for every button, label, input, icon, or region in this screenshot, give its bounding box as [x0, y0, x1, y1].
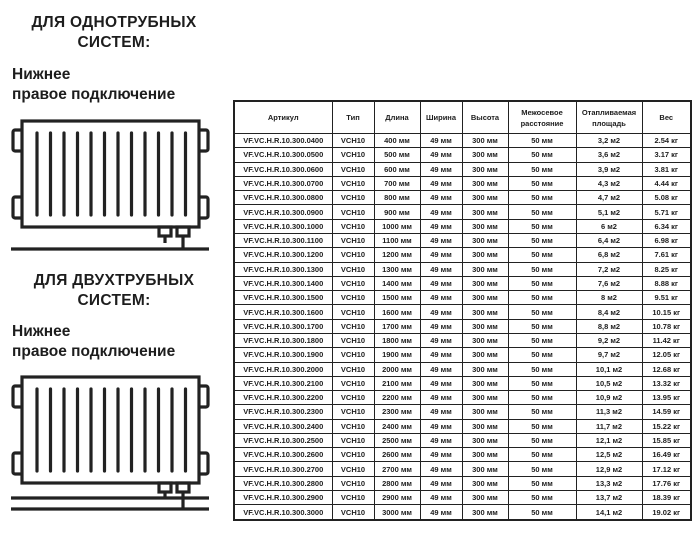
table-cell: 49 мм	[420, 405, 462, 419]
table-cell: 12,1 м2	[576, 433, 642, 447]
table-row	[234, 476, 691, 490]
table-cell: VCH10	[332, 462, 374, 476]
table-row	[234, 333, 691, 347]
table-cell: 13,3 м2	[576, 476, 642, 490]
table-cell: 15.22 кг	[642, 419, 691, 433]
table-cell: 13.32 кг	[642, 376, 691, 390]
table-cell: VF.VC.H.R.10.300.2200	[234, 391, 332, 405]
table-row	[234, 191, 691, 205]
table-cell: 49 мм	[420, 305, 462, 319]
table-cell: VCH10	[332, 333, 374, 347]
table-cell: 17.76 кг	[642, 476, 691, 490]
table-cell: VF.VC.H.R.10.300.1400	[234, 276, 332, 290]
table-cell: 2000 мм	[374, 362, 420, 376]
table-cell: 1800 мм	[374, 333, 420, 347]
table-row	[234, 391, 691, 405]
table-row	[234, 276, 691, 290]
table-cell: VCH10	[332, 134, 374, 148]
table-cell: VF.VC.H.R.10.300.1700	[234, 319, 332, 333]
table-cell: VCH10	[332, 205, 374, 219]
table-cell: VF.VC.H.R.10.300.1500	[234, 291, 332, 305]
table-cell: 5.71 кг	[642, 205, 691, 219]
table-cell: 1400 мм	[374, 276, 420, 290]
table-cell: VF.VC.H.R.10.300.2000	[234, 362, 332, 376]
table-cell: 300 мм	[462, 162, 508, 176]
table-cell: 49 мм	[420, 333, 462, 347]
table-cell: VF.VC.H.R.10.300.0400	[234, 134, 332, 148]
table-cell: VF.VC.H.R.10.300.2900	[234, 491, 332, 505]
table-cell: 9.51 кг	[642, 291, 691, 305]
table-cell: 5.08 кг	[642, 191, 691, 205]
table-cell: 6,8 м2	[576, 248, 642, 262]
table-cell: VCH10	[332, 419, 374, 433]
table-cell: VCH10	[332, 405, 374, 419]
table-cell: 17.12 кг	[642, 462, 691, 476]
table-cell: 11,3 м2	[576, 405, 642, 419]
table-cell: 49 мм	[420, 148, 462, 162]
table-cell: 300 мм	[462, 333, 508, 347]
table-cell: 8.25 кг	[642, 262, 691, 276]
table-cell: 300 мм	[462, 391, 508, 405]
table-cell: 400 мм	[374, 134, 420, 148]
table-cell: VCH10	[332, 448, 374, 462]
table-cell: VF.VC.H.R.10.300.0700	[234, 176, 332, 190]
table-cell: 300 мм	[462, 348, 508, 362]
table-cell: 49 мм	[420, 433, 462, 447]
table-cell: 50 мм	[508, 319, 576, 333]
table-cell: 700 мм	[374, 176, 420, 190]
table-row	[234, 433, 691, 447]
table-cell: 50 мм	[508, 162, 576, 176]
connection-label-line2: правое подключение	[12, 86, 176, 103]
connection-label-line1: Нижнее	[12, 66, 71, 83]
table-cell: 50 мм	[508, 148, 576, 162]
table-row	[234, 505, 691, 520]
table-row	[234, 148, 691, 162]
table-cell: 16.49 кг	[642, 448, 691, 462]
table-cell: 10.15 кг	[642, 305, 691, 319]
two-pipe-connection-label	[12, 322, 227, 362]
table-cell: VCH10	[332, 362, 374, 376]
table-cell: 50 мм	[508, 419, 576, 433]
table-cell: 300 мм	[462, 248, 508, 262]
table-cell: 2500 мм	[374, 433, 420, 447]
table-row	[234, 419, 691, 433]
table-cell: 3.81 кг	[642, 162, 691, 176]
single-pipe-section-heading: ДЛЯ ОДНОТРУБНЫХ СИСТЕМ:	[31, 14, 197, 51]
table-row	[234, 319, 691, 333]
table-cell: 1700 мм	[374, 319, 420, 333]
table-cell: 11,7 м2	[576, 419, 642, 433]
table-cell: 15.85 кг	[642, 433, 691, 447]
table-cell: 3,6 м2	[576, 148, 642, 162]
table-cell: 2800 мм	[374, 476, 420, 490]
table-cell: 6 м2	[576, 219, 642, 233]
connection-stub	[159, 227, 171, 236]
table-cell: 49 мм	[420, 362, 462, 376]
table-cell: VCH10	[332, 433, 374, 447]
table-cell: 49 мм	[420, 376, 462, 390]
table-cell: VF.VC.H.R.10.300.1600	[234, 305, 332, 319]
table-cell: 300 мм	[462, 491, 508, 505]
table-row	[234, 448, 691, 462]
table-cell: 2300 мм	[374, 405, 420, 419]
table-cell: VCH10	[332, 491, 374, 505]
table-cell: 50 мм	[508, 505, 576, 520]
table-row	[234, 405, 691, 419]
header-row	[234, 101, 691, 134]
table-cell: 1100 мм	[374, 233, 420, 247]
table-cell: 9,2 м2	[576, 333, 642, 347]
table-cell: 800 мм	[374, 191, 420, 205]
table-cell: 1600 мм	[374, 305, 420, 319]
table-cell: VF.VC.H.R.10.300.2500	[234, 433, 332, 447]
table-cell: 50 мм	[508, 333, 576, 347]
table-cell: VF.VC.H.R.10.300.1000	[234, 219, 332, 233]
table-cell: 50 мм	[508, 376, 576, 390]
table-cell: 49 мм	[420, 505, 462, 520]
table-cell: 49 мм	[420, 476, 462, 490]
table-cell: 49 мм	[420, 248, 462, 262]
table-cell: 3,2 м2	[576, 134, 642, 148]
table-row	[234, 134, 691, 148]
table-cell: VF.VC.H.R.10.300.1200	[234, 248, 332, 262]
table-cell: 300 мм	[462, 362, 508, 376]
table-cell: VCH10	[332, 276, 374, 290]
table-cell: VCH10	[332, 248, 374, 262]
table-cell: 49 мм	[420, 391, 462, 405]
table-cell: 13.95 кг	[642, 391, 691, 405]
table-cell: 49 мм	[420, 262, 462, 276]
table-cell: 12.68 кг	[642, 362, 691, 376]
table-cell: 14.59 кг	[642, 405, 691, 419]
table-cell: 50 мм	[508, 491, 576, 505]
table-row	[234, 462, 691, 476]
connection-stub	[159, 483, 171, 492]
table-cell: VF.VC.H.R.10.300.2300	[234, 405, 332, 419]
table-cell: 50 мм	[508, 433, 576, 447]
table-cell: VCH10	[332, 219, 374, 233]
table-cell: 900 мм	[374, 205, 420, 219]
table-row	[234, 219, 691, 233]
table-cell: 4,7 м2	[576, 191, 642, 205]
table-cell: 300 мм	[462, 219, 508, 233]
table-cell: 14,1 м2	[576, 505, 642, 520]
table-cell: 300 мм	[462, 405, 508, 419]
table-body	[234, 134, 691, 521]
table-cell: 13,7 м2	[576, 491, 642, 505]
column-header: Длина	[374, 101, 420, 134]
table-cell: VF.VC.H.R.10.300.0500	[234, 148, 332, 162]
table-row	[234, 233, 691, 247]
table-cell: 3.17 кг	[642, 148, 691, 162]
table-cell: 1000 мм	[374, 219, 420, 233]
table-cell: 10,5 м2	[576, 376, 642, 390]
table-cell: 300 мм	[462, 305, 508, 319]
table-cell: 2200 мм	[374, 391, 420, 405]
table-row	[234, 348, 691, 362]
column-header: Артикул	[234, 101, 332, 134]
table-cell: 50 мм	[508, 305, 576, 319]
table-cell: 50 мм	[508, 134, 576, 148]
connection-label-line2: правое подключение	[12, 343, 176, 360]
table-row	[234, 248, 691, 262]
two-pipe-section-heading: ДЛЯ ДВУХТРУБНЫХ СИСТЕМ:	[33, 272, 195, 309]
table-cell: 12,9 м2	[576, 462, 642, 476]
table-cell: VF.VC.H.R.10.300.2100	[234, 376, 332, 390]
table-cell: 7,2 м2	[576, 262, 642, 276]
table-cell: 50 мм	[508, 405, 576, 419]
table-cell: 50 мм	[508, 362, 576, 376]
table-cell: 49 мм	[420, 205, 462, 219]
table-cell: 6.34 кг	[642, 219, 691, 233]
table-row	[234, 176, 691, 190]
single-pipe-connection-label	[12, 65, 227, 105]
table-cell: 8.88 кг	[642, 276, 691, 290]
table-cell: 10,9 м2	[576, 391, 642, 405]
table-cell: 3,9 м2	[576, 162, 642, 176]
table-row	[234, 376, 691, 390]
table-cell: VF.VC.H.R.10.300.1900	[234, 348, 332, 362]
table-cell: 3000 мм	[374, 505, 420, 520]
table-cell: 50 мм	[508, 248, 576, 262]
table-cell: 300 мм	[462, 448, 508, 462]
table-cell: 50 мм	[508, 219, 576, 233]
table-cell: 50 мм	[508, 348, 576, 362]
table-cell: 12,5 м2	[576, 448, 642, 462]
column-header: Межосевое расстояние	[508, 101, 576, 134]
table-cell: 49 мм	[420, 134, 462, 148]
table-cell: VF.VC.H.R.10.300.1800	[234, 333, 332, 347]
table-cell: 50 мм	[508, 191, 576, 205]
table-row	[234, 491, 691, 505]
table-cell: VF.VC.H.R.10.300.1100	[234, 233, 332, 247]
table-cell: 49 мм	[420, 419, 462, 433]
table-cell: 4.44 кг	[642, 176, 691, 190]
table-cell: 2700 мм	[374, 462, 420, 476]
table-cell: 50 мм	[508, 276, 576, 290]
table-cell: VCH10	[332, 291, 374, 305]
table-cell: 49 мм	[420, 162, 462, 176]
table-cell: 18.39 кг	[642, 491, 691, 505]
table-cell: 300 мм	[462, 191, 508, 205]
table-cell: 300 мм	[462, 276, 508, 290]
table-cell: 49 мм	[420, 191, 462, 205]
table-row	[234, 162, 691, 176]
table-cell: 300 мм	[462, 505, 508, 520]
table-cell: VF.VC.H.R.10.300.2800	[234, 476, 332, 490]
table-cell: VCH10	[332, 191, 374, 205]
connection-label-line1: Нижнее	[12, 323, 71, 340]
table-cell: VCH10	[332, 391, 374, 405]
table-cell: 1300 мм	[374, 262, 420, 276]
table-cell: 6,4 м2	[576, 233, 642, 247]
table-cell: 10.78 кг	[642, 319, 691, 333]
table-cell: 300 мм	[462, 291, 508, 305]
table-cell: 300 мм	[462, 262, 508, 276]
table-cell: 300 мм	[462, 419, 508, 433]
table-cell: VCH10	[332, 305, 374, 319]
table-cell: 300 мм	[462, 233, 508, 247]
table-cell: 50 мм	[508, 391, 576, 405]
table-cell: VF.VC.H.R.10.300.1300	[234, 262, 332, 276]
single-pipe-radiator-diagram	[8, 116, 213, 256]
table-cell: VF.VC.H.R.10.300.2400	[234, 419, 332, 433]
column-header: Ширина	[420, 101, 462, 134]
table-cell: 300 мм	[462, 376, 508, 390]
table-cell: 1200 мм	[374, 248, 420, 262]
table-cell: VF.VC.H.R.10.300.0800	[234, 191, 332, 205]
table-cell: VCH10	[332, 348, 374, 362]
table-cell: 600 мм	[374, 162, 420, 176]
table-cell: 1500 мм	[374, 291, 420, 305]
table-cell: 300 мм	[462, 134, 508, 148]
table-cell: 300 мм	[462, 462, 508, 476]
table-cell: 50 мм	[508, 448, 576, 462]
connection-stub	[177, 227, 189, 236]
two-pipe-radiator-diagram	[8, 372, 213, 517]
table-cell: VCH10	[332, 148, 374, 162]
radiator-spec-table	[233, 100, 692, 521]
table-cell: 49 мм	[420, 348, 462, 362]
table-cell: VCH10	[332, 476, 374, 490]
table-cell: 12.05 кг	[642, 348, 691, 362]
column-header: Тип	[332, 101, 374, 134]
table-cell: 300 мм	[462, 433, 508, 447]
table-cell: VCH10	[332, 505, 374, 520]
table-cell: VCH10	[332, 262, 374, 276]
table-cell: 8,8 м2	[576, 319, 642, 333]
table-cell: 300 мм	[462, 148, 508, 162]
table-cell: 49 мм	[420, 291, 462, 305]
table-row	[234, 262, 691, 276]
table-cell: 2900 мм	[374, 491, 420, 505]
table-cell: 2600 мм	[374, 448, 420, 462]
table-row	[234, 305, 691, 319]
column-header: Отапливаемая площадь	[576, 101, 642, 134]
table-cell: 6.98 кг	[642, 233, 691, 247]
table-cell: 49 мм	[420, 448, 462, 462]
column-header: Вес	[642, 101, 691, 134]
table-cell: 300 мм	[462, 319, 508, 333]
table-cell: 2100 мм	[374, 376, 420, 390]
table-cell: VF.VC.H.R.10.300.0600	[234, 162, 332, 176]
table-cell: 19.02 кг	[642, 505, 691, 520]
connection-stub	[177, 483, 189, 492]
table-cell: VCH10	[332, 162, 374, 176]
table-cell: 4,3 м2	[576, 176, 642, 190]
table-cell: 49 мм	[420, 462, 462, 476]
table-cell: 8,4 м2	[576, 305, 642, 319]
table-cell: VCH10	[332, 176, 374, 190]
table-cell: 300 мм	[462, 476, 508, 490]
table-cell: 49 мм	[420, 176, 462, 190]
table-cell: 8 м2	[576, 291, 642, 305]
column-header: Высота	[462, 101, 508, 134]
table-cell: 7,6 м2	[576, 276, 642, 290]
table-row	[234, 205, 691, 219]
table-cell: 50 мм	[508, 262, 576, 276]
table-cell: VF.VC.H.R.10.300.2700	[234, 462, 332, 476]
table-cell: 10,1 м2	[576, 362, 642, 376]
table-cell: VF.VC.H.R.10.300.0900	[234, 205, 332, 219]
table-cell: 50 мм	[508, 476, 576, 490]
table-row	[234, 362, 691, 376]
table-cell: 5,1 м2	[576, 205, 642, 219]
table-cell: VF.VC.H.R.10.300.2600	[234, 448, 332, 462]
table-cell: 49 мм	[420, 219, 462, 233]
table-cell: 49 мм	[420, 491, 462, 505]
table-cell: 11.42 кг	[642, 333, 691, 347]
table-cell: 2.54 кг	[642, 134, 691, 148]
table-cell: 50 мм	[508, 205, 576, 219]
table-cell: 300 мм	[462, 205, 508, 219]
table-cell: VCH10	[332, 319, 374, 333]
table-cell: 50 мм	[508, 233, 576, 247]
table-row	[234, 291, 691, 305]
table-cell: 7.61 кг	[642, 248, 691, 262]
table-cell: 49 мм	[420, 233, 462, 247]
table-cell: 50 мм	[508, 291, 576, 305]
table-cell: 1900 мм	[374, 348, 420, 362]
table-cell: 2400 мм	[374, 419, 420, 433]
table-cell: VCH10	[332, 233, 374, 247]
table-cell: VF.VC.H.R.10.300.3000	[234, 505, 332, 520]
table-cell: 50 мм	[508, 176, 576, 190]
table-cell: 50 мм	[508, 462, 576, 476]
table-cell: 49 мм	[420, 276, 462, 290]
table-cell: 500 мм	[374, 148, 420, 162]
table-cell: VCH10	[332, 376, 374, 390]
table-cell: 9,7 м2	[576, 348, 642, 362]
table-cell: 49 мм	[420, 319, 462, 333]
table-cell: 300 мм	[462, 176, 508, 190]
